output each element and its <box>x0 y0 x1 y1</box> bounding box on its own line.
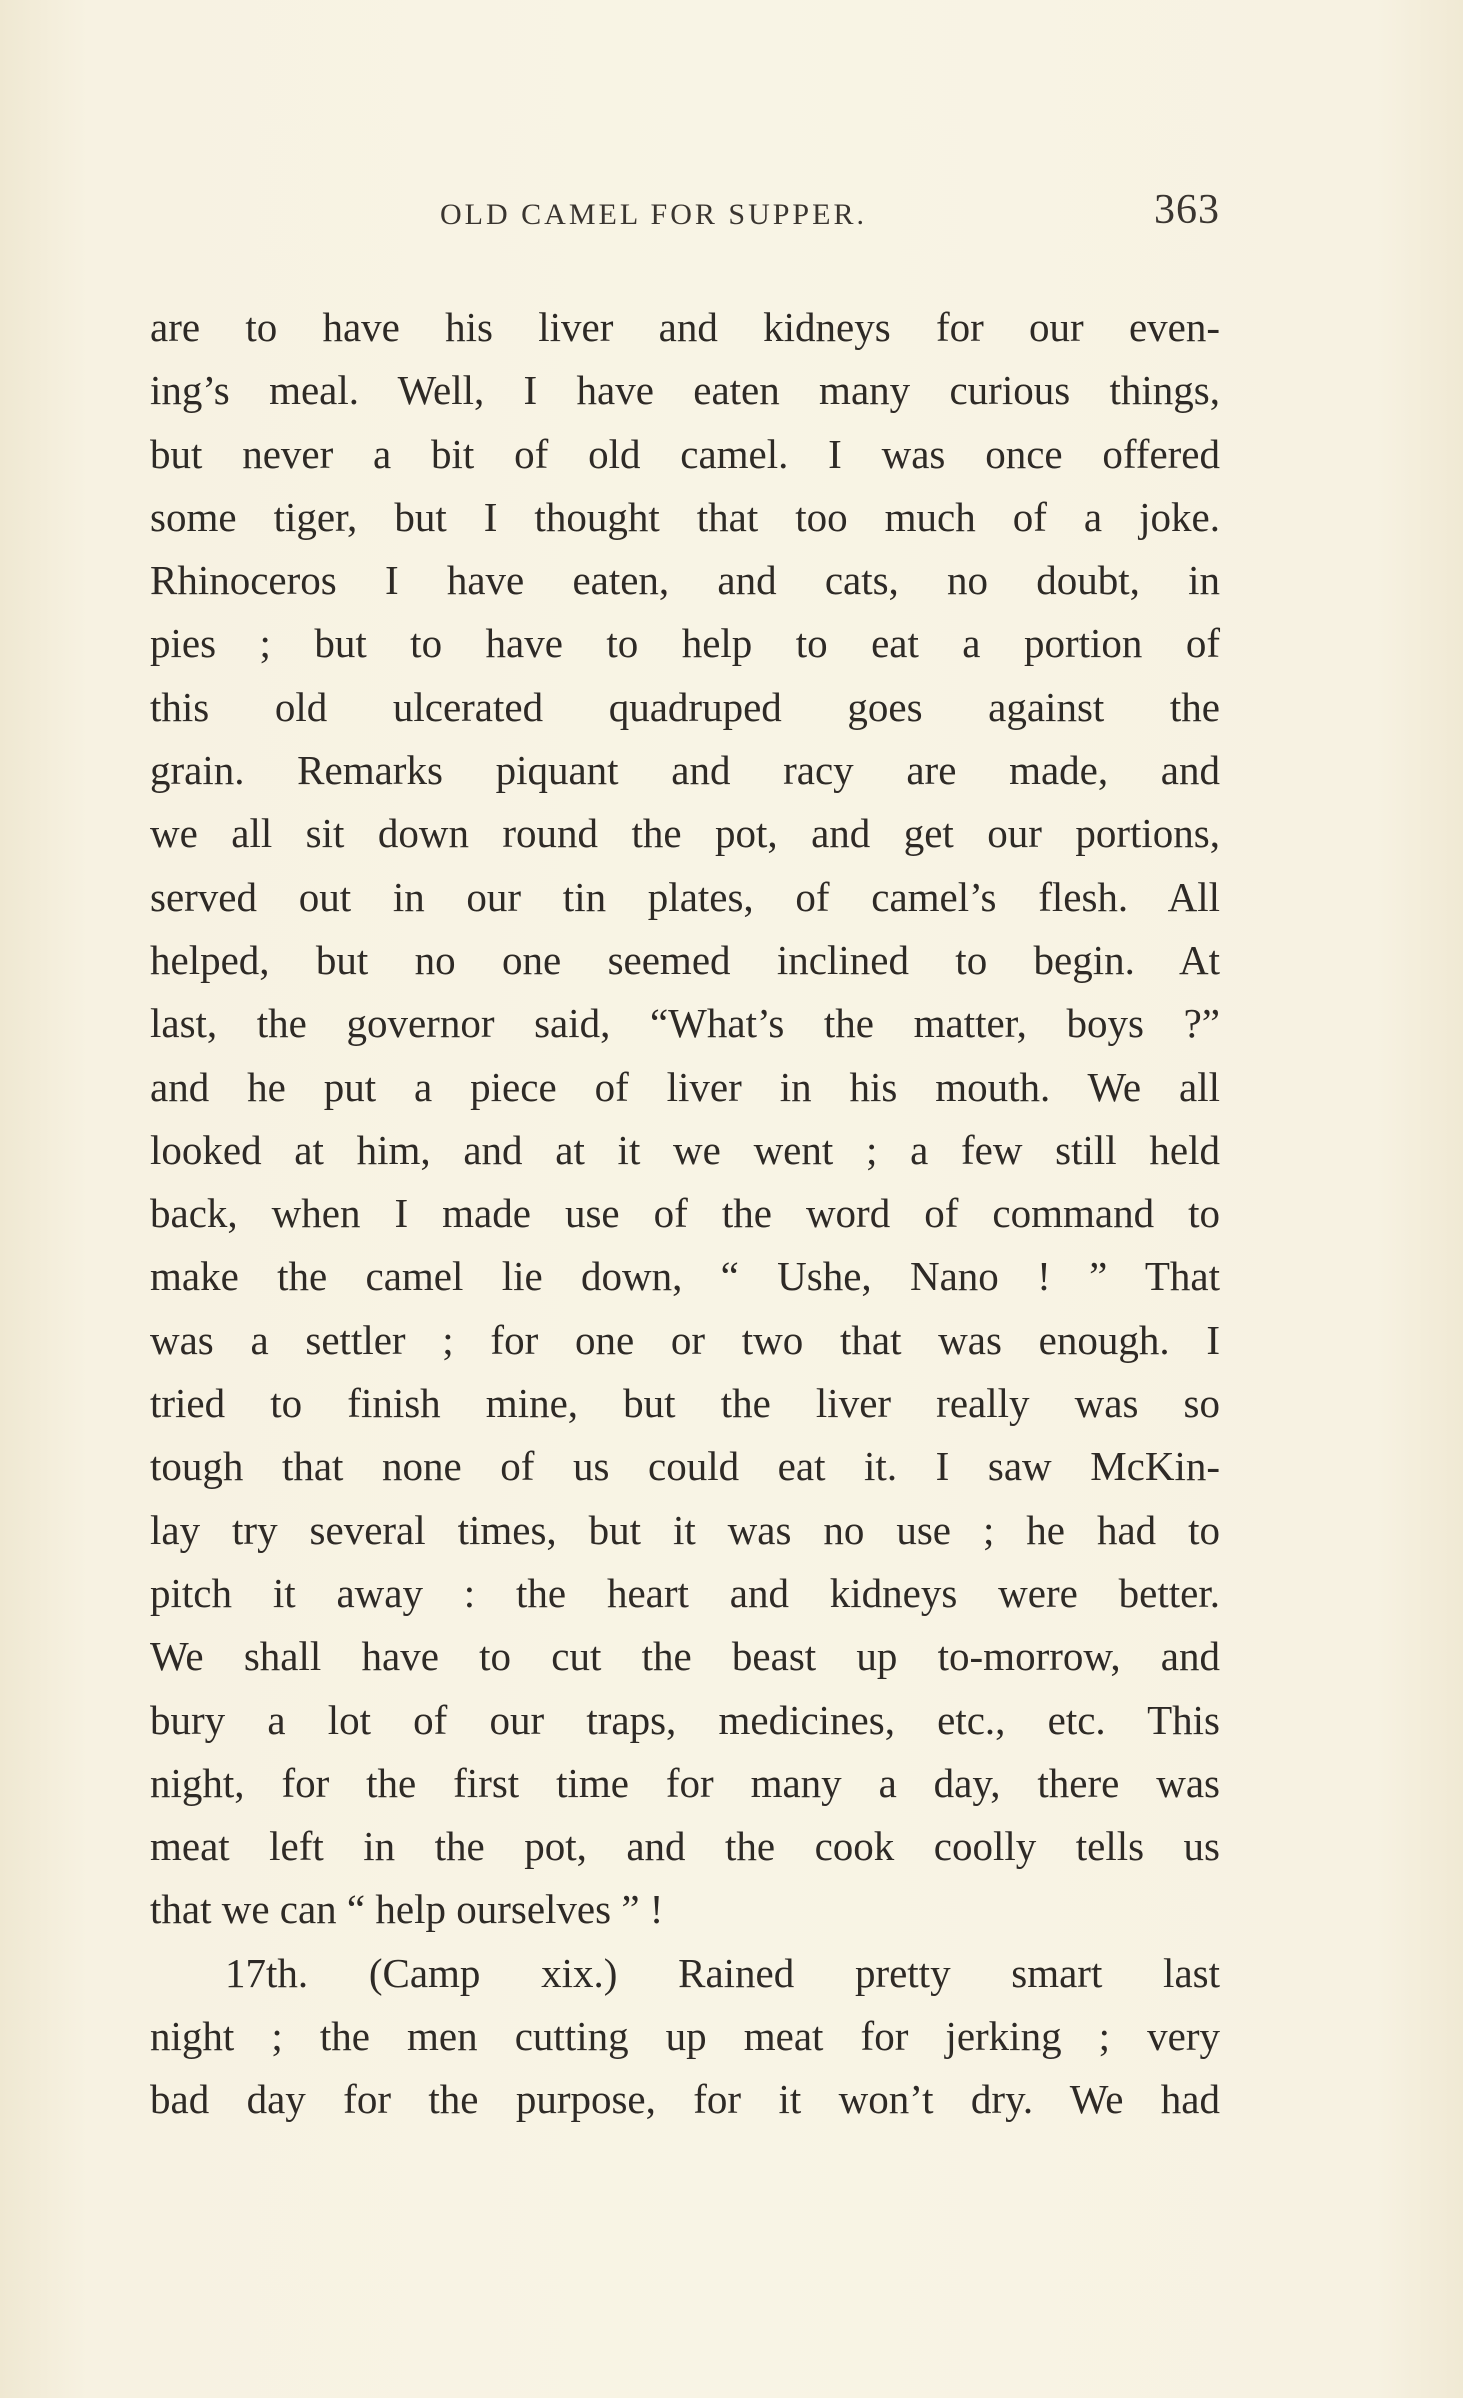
text-line: bury a lot of our traps, medicines, etc., etc. This <box>150 1696 1220 1743</box>
entry-start-line: 17th. (Camp xix.) Rained pretty smart last <box>225 1949 1220 1996</box>
text-line: some tiger, but I thought that too much of a joke. <box>150 493 1220 540</box>
text-line: bad day for the purpose, for it won’t dry. We had <box>150 2076 1220 2123</box>
text-line: ing’s meal. Well, I have eaten many curious things, <box>150 367 1220 414</box>
text-line: last, the governor said, “What’s the matter, boys ?” <box>150 1000 1220 1047</box>
text-line: helped, but no one seemed inclined to begin. At <box>150 936 1220 983</box>
text-line: Rhinoceros I have eaten, and cats, no doubt, in <box>150 557 1220 604</box>
text-line: pies ; but to have to help to eat a portion of <box>150 620 1220 667</box>
text-line: grain. Remarks piquant and racy are made, and <box>150 747 1220 794</box>
text-line: night ; the men cutting up meat for jerking ; very <box>150 2013 1220 2060</box>
page-number: 363 <box>1154 187 1220 233</box>
text-line: make the camel lie down, “ Ushe, Nano ! ” That <box>150 1253 1220 1300</box>
text-line: are to have his liver and kidneys for our even- <box>150 304 1220 350</box>
text-line: meat left in the pot, and the cook coolly tells us <box>150 1823 1220 1870</box>
page-header <box>150 186 1220 246</box>
text-line: night, for the first time for many a day, there was <box>150 1759 1220 1806</box>
text-line: and he put a piece of liver in his mouth. We all <box>150 1063 1220 1110</box>
text-line: looked at him, and at it we went ; a few still held <box>150 1126 1220 1173</box>
paragraph-end-line: that we can “ help ourselves ” ! <box>150 1886 664 1933</box>
text-line: We shall have to cut the beast up to-morrow, and <box>150 1633 1220 1680</box>
text-line: tough that none of us could eat it. I saw McKin- <box>150 1443 1220 1490</box>
text-line: this old ulcerated quadruped goes against the <box>150 683 1220 730</box>
text-line: was a settler ; for one or two that was enough. I <box>150 1316 1220 1363</box>
text-line: served out in our tin plates, of camel’s flesh. All <box>150 873 1220 920</box>
text-line: pitch it away : the heart and kidneys were better. <box>150 1569 1220 1616</box>
body-text <box>150 296 1220 2132</box>
text-line: lay try several times, but it was no use ; he had to <box>150 1506 1220 1553</box>
text-line: but never a bit of old camel. I was once offered <box>150 430 1220 477</box>
text-line: tried to finish mine, but the liver really was so <box>150 1380 1220 1427</box>
text-line: we all sit down round the pot, and get our portions, <box>150 810 1220 857</box>
running-head: OLD CAMEL FOR SUPPER. <box>440 198 867 231</box>
text-line: back, when I made use of the word of command to <box>150 1190 1220 1237</box>
